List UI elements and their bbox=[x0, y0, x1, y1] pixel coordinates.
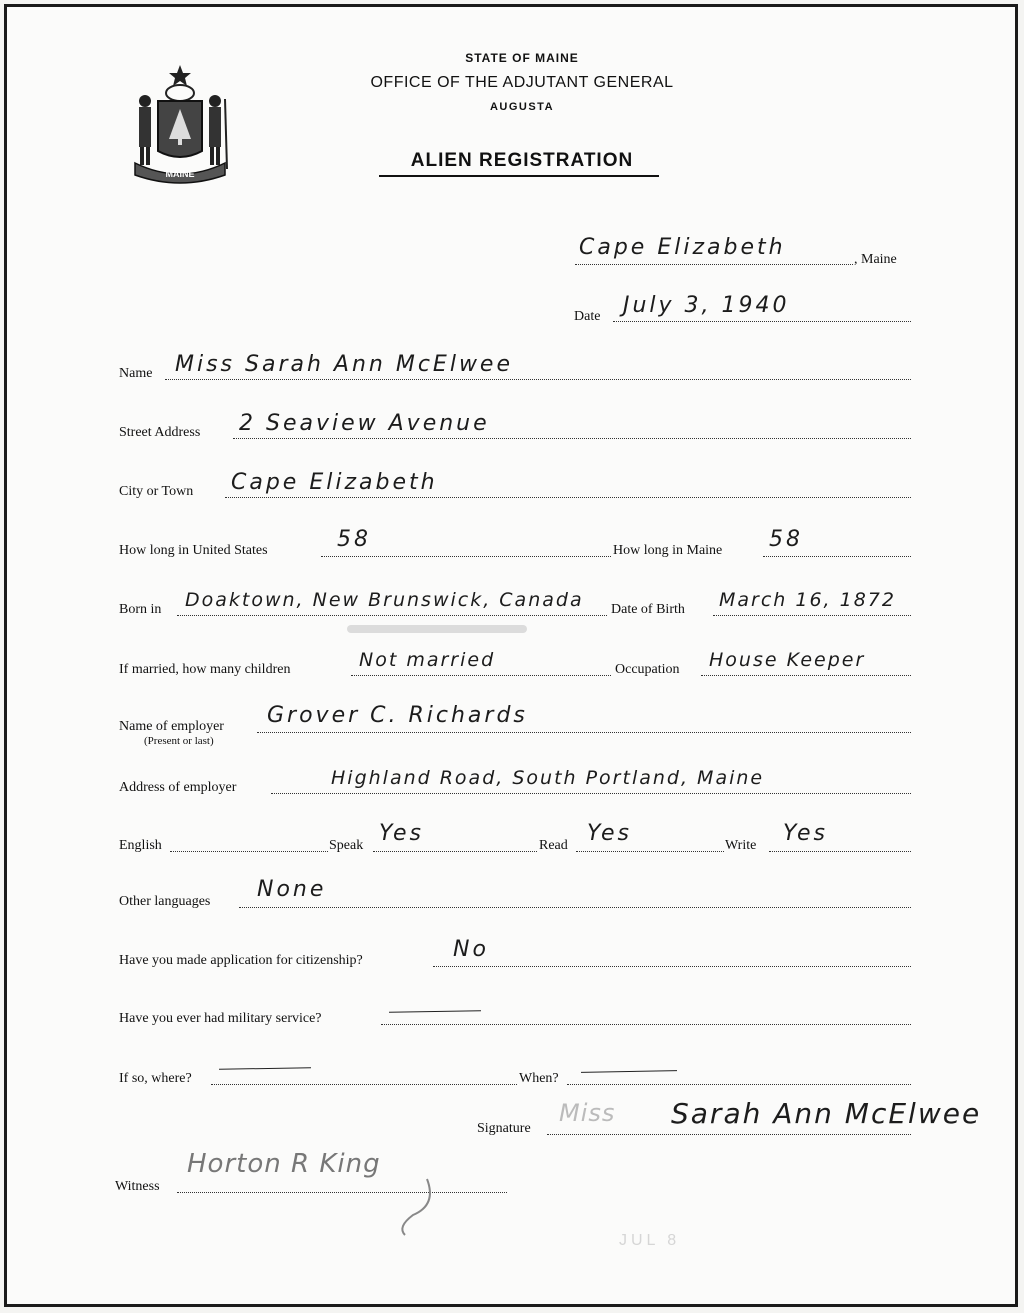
born-in-value: Doaktown, New Brunswick, Canada bbox=[185, 589, 584, 611]
signature-faded-mark: Miss bbox=[559, 1099, 616, 1127]
how-long-us-label: How long in United States bbox=[119, 543, 268, 558]
how-long-us-value: 58 bbox=[337, 527, 371, 552]
english-line bbox=[170, 851, 328, 852]
employer-label: Name of employer bbox=[119, 719, 224, 734]
state-seal-icon bbox=[125, 59, 235, 189]
write-line bbox=[769, 851, 911, 852]
occupation-label: Occupation bbox=[615, 662, 680, 677]
citizenship-line bbox=[433, 966, 911, 967]
other-languages-line bbox=[239, 907, 911, 908]
received-stamp: JUL 8 bbox=[619, 1232, 681, 1249]
write-value: Yes bbox=[783, 821, 829, 846]
military-line bbox=[381, 1024, 911, 1025]
english-label: English bbox=[119, 838, 162, 853]
employer-address-label: Address of employer bbox=[119, 780, 237, 795]
date-value: July 3, 1940 bbox=[623, 293, 790, 318]
date-line bbox=[613, 321, 911, 322]
when-dash bbox=[581, 1070, 677, 1073]
street-label: Street Address bbox=[119, 425, 201, 440]
other-languages-value: None bbox=[257, 877, 327, 902]
seal-text: MAINE bbox=[165, 169, 195, 179]
witness-flourish bbox=[387, 1175, 447, 1239]
street-line bbox=[233, 438, 911, 439]
dob-label: Date of Birth bbox=[611, 602, 685, 617]
military-dash bbox=[389, 1010, 481, 1013]
employer-line bbox=[257, 732, 911, 733]
smudge-mark bbox=[347, 625, 527, 633]
title-underline bbox=[379, 175, 659, 177]
header-office: OFFICE OF THE ADJUTANT GENERAL bbox=[370, 74, 674, 91]
city-value: Cape Elizabeth bbox=[231, 470, 438, 495]
born-in-label: Born in bbox=[119, 602, 162, 617]
occupation-value: House Keeper bbox=[709, 649, 866, 671]
street-value: 2 Seaview Avenue bbox=[239, 411, 490, 436]
where-line bbox=[211, 1084, 517, 1085]
town-line bbox=[575, 264, 853, 265]
employer-note: (Present or last) bbox=[144, 735, 214, 747]
where-dash bbox=[219, 1067, 311, 1070]
dob-value: March 16, 1872 bbox=[719, 589, 896, 611]
military-label: Have you ever had military service? bbox=[119, 1011, 322, 1026]
speak-value: Yes bbox=[379, 821, 425, 846]
read-value: Yes bbox=[587, 821, 633, 846]
city-line bbox=[225, 497, 911, 498]
name-line bbox=[165, 379, 911, 380]
employer-value: Grover C. Richards bbox=[267, 703, 528, 728]
speak-label: Speak bbox=[329, 838, 364, 853]
children-value: Not married bbox=[359, 649, 496, 671]
other-languages-label: Other languages bbox=[119, 894, 211, 909]
write-label: Write bbox=[725, 838, 757, 853]
citizenship-value: No bbox=[453, 937, 489, 962]
when-label: When? bbox=[519, 1071, 559, 1086]
name-value: Miss Sarah Ann McElwee bbox=[175, 352, 514, 377]
alien-registration-form bbox=[4, 4, 1018, 1307]
employer-address-line bbox=[271, 793, 911, 794]
header-state: STATE OF MAINE bbox=[465, 51, 579, 65]
town-value: Cape Elizabeth bbox=[579, 235, 786, 260]
how-long-me-value: 58 bbox=[769, 527, 803, 552]
how-long-us-line bbox=[321, 556, 611, 557]
signature-line bbox=[547, 1134, 911, 1135]
employer-address-value: Highland Road, South Portland, Maine bbox=[331, 767, 765, 789]
read-label: Read bbox=[539, 838, 568, 853]
how-long-me-label: How long in Maine bbox=[613, 543, 723, 558]
citizenship-label: Have you made application for citizenship? bbox=[119, 953, 363, 968]
signature-value: Sarah Ann McElwee bbox=[671, 1097, 982, 1130]
occupation-line bbox=[701, 675, 911, 676]
dob-line bbox=[713, 615, 911, 616]
header-city: AUGUSTA bbox=[489, 101, 555, 113]
when-line bbox=[567, 1084, 911, 1085]
witness-label: Witness bbox=[115, 1179, 160, 1194]
maine-label: , Maine bbox=[854, 252, 897, 267]
born-in-line bbox=[177, 615, 607, 616]
date-label: Date bbox=[574, 309, 601, 324]
how-long-me-line bbox=[763, 556, 911, 557]
city-label: City or Town bbox=[119, 484, 194, 499]
read-line bbox=[576, 851, 724, 852]
where-label: If so, where? bbox=[119, 1071, 192, 1086]
children-label: If married, how many children bbox=[119, 662, 291, 677]
signature-label: Signature bbox=[477, 1121, 531, 1136]
children-line bbox=[351, 675, 611, 676]
name-label: Name bbox=[119, 366, 153, 381]
witness-value: Horton R King bbox=[187, 1149, 381, 1179]
speak-line bbox=[373, 851, 537, 852]
witness-line bbox=[177, 1192, 507, 1193]
form-title: ALIEN REGISTRATION bbox=[410, 150, 634, 171]
